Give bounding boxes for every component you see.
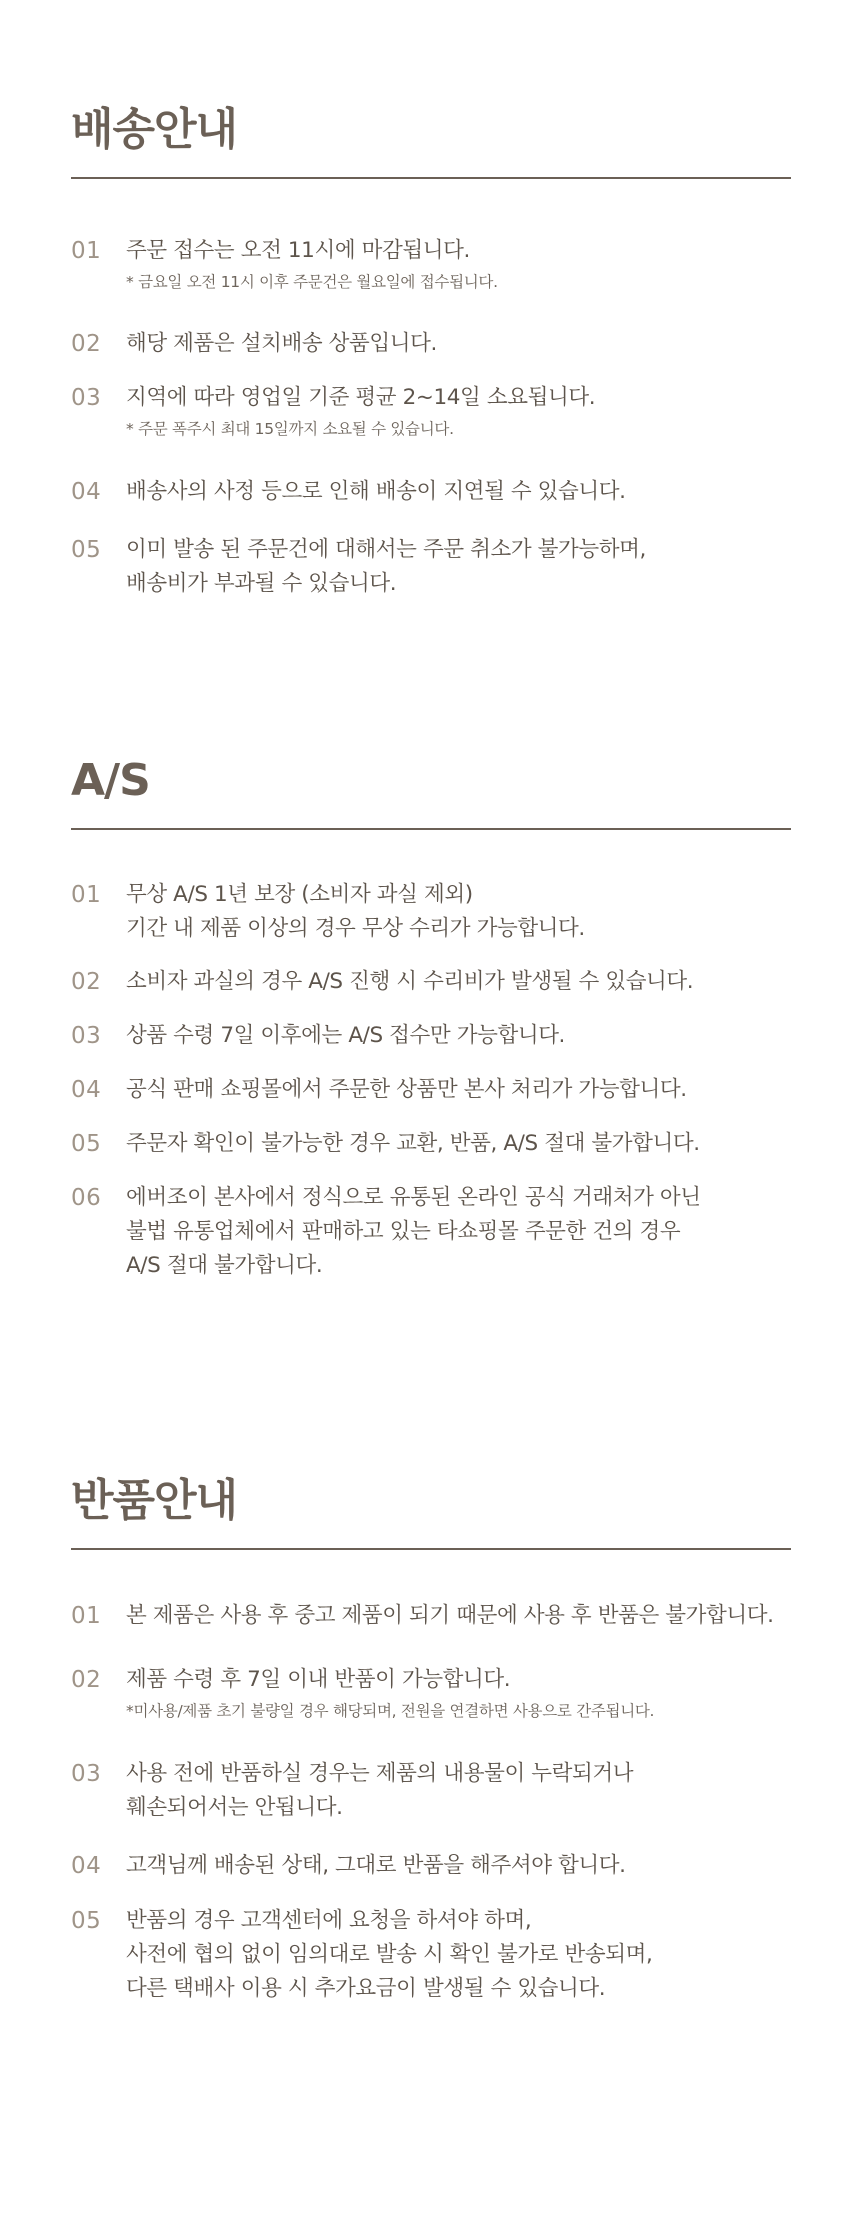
item-body <box>126 475 846 509</box>
item-line: 주문 접수는 오전 11시에 마감됩니다. <box>126 238 470 263</box>
item-number: 02 <box>71 331 102 357</box>
item-number: 01 <box>71 882 102 908</box>
section-divider <box>71 1548 791 1550</box>
item-note: * 주문 폭주시 최대 15일까지 소요될 수 있습니다. <box>126 420 454 438</box>
item-line: 공식 판매 쇼핑몰에서 주문한 상품만 본사 처리가 가능합니다. <box>126 1077 687 1102</box>
item-number: 01 <box>71 1603 102 1629</box>
item-line: 지역에 따라 영업일 기준 평균 2~14일 소요됩니다. <box>126 385 596 410</box>
item-line: 고객님께 배송된 상태, 그대로 반품을 해주셔야 합니다. <box>126 1853 626 1878</box>
section-divider <box>71 828 791 830</box>
item-line: 본 제품은 사용 후 중고 제품이 되기 때문에 사용 후 반품은 불가합니다. <box>126 1603 774 1628</box>
item-line: 제품 수령 후 7일 이내 반품이 가능합니다. <box>126 1667 511 1692</box>
section-title: 배송안내 <box>71 104 238 155</box>
item-line: 이미 발송 된 주문건에 대해서는 주문 취소가 불가능하며, <box>126 537 646 562</box>
item-body <box>126 1663 846 1725</box>
item-number: 06 <box>71 1185 102 1211</box>
item-body <box>126 1599 846 1633</box>
item-line: 상품 수령 7일 이후에는 A/S 접수만 가능합니다. <box>126 1023 565 1048</box>
section-as <box>71 753 791 1278</box>
item-body <box>126 327 846 361</box>
item-body <box>126 1127 846 1161</box>
item-body <box>126 878 846 946</box>
item-line: 다른 택배사 이용 시 추가요금이 발생될 수 있습니다. <box>126 1976 606 2001</box>
item-line: 배송사의 사정 등으로 인해 배송이 지연될 수 있습니다. <box>126 479 626 504</box>
item-line: A/S 절대 불가합니다. <box>126 1253 323 1278</box>
item-line: 배송비가 부과될 수 있습니다. <box>126 571 397 596</box>
item-number: 03 <box>71 1761 102 1787</box>
item-body <box>126 1849 846 1883</box>
item-note: *미사용/제품 초기 불량일 경우 해당되며, 전원을 연결하면 사용으로 간주됩니다. <box>126 1702 655 1720</box>
item-line: 반품의 경우 고객센터에 요청을 하셔야 하며, <box>126 1908 532 1933</box>
item-number: 04 <box>71 1853 102 1879</box>
item-number: 04 <box>71 479 102 505</box>
item-number: 05 <box>71 537 102 563</box>
item-body <box>126 1181 846 1283</box>
item-line: 훼손되어서는 안됩니다. <box>126 1795 343 1820</box>
item-body <box>126 1019 846 1053</box>
item-line: 무상 A/S 1년 보장 (소비자 과실 제외) <box>126 882 473 907</box>
item-line: 사전에 협의 없이 임의대로 발송 시 확인 불가로 반송되며, <box>126 1942 653 1967</box>
item-number: 03 <box>71 1023 102 1049</box>
item-line: 불법 유통업체에서 판매하고 있는 타쇼핑몰 주문한 건의 경우 <box>126 1219 681 1244</box>
item-body <box>126 965 846 999</box>
item-body <box>126 1757 846 1825</box>
item-body <box>126 1073 846 1107</box>
item-number: 05 <box>71 1908 102 1934</box>
item-number: 04 <box>71 1077 102 1103</box>
item-line: 소비자 과실의 경우 A/S 진행 시 수리비가 발생될 수 있습니다. <box>126 969 694 994</box>
item-number: 05 <box>71 1131 102 1157</box>
item-line: 기간 내 제품 이상의 경우 무상 수리가 가능합니다. <box>126 916 585 941</box>
item-number: 02 <box>71 969 102 995</box>
item-line: 사용 전에 반품하실 경우는 제품의 내용물이 누락되거나 <box>126 1761 634 1786</box>
item-number: 01 <box>71 238 102 264</box>
section-title: 반품안내 <box>71 1475 238 1526</box>
section-shipping <box>71 102 791 596</box>
item-body <box>126 533 846 601</box>
item-body <box>126 381 846 443</box>
item-note: * 금요일 오전 11시 이후 주문건은 월요일에 접수됩니다. <box>126 273 498 291</box>
item-line: 해당 제품은 설치배송 상품입니다. <box>126 331 437 356</box>
item-body <box>126 1904 846 2006</box>
item-body <box>126 234 846 296</box>
item-line: 주문자 확인이 불가능한 경우 교환, 반품, A/S 절대 불가합니다. <box>126 1131 700 1156</box>
item-line: 에버조이 본사에서 정식으로 유통된 온라인 공식 거래처가 아닌 <box>126 1185 701 1210</box>
section-divider <box>71 177 791 179</box>
section-title: A/S <box>71 755 150 806</box>
item-number: 02 <box>71 1667 102 1693</box>
section-return <box>71 1473 791 2001</box>
item-number: 03 <box>71 385 102 411</box>
